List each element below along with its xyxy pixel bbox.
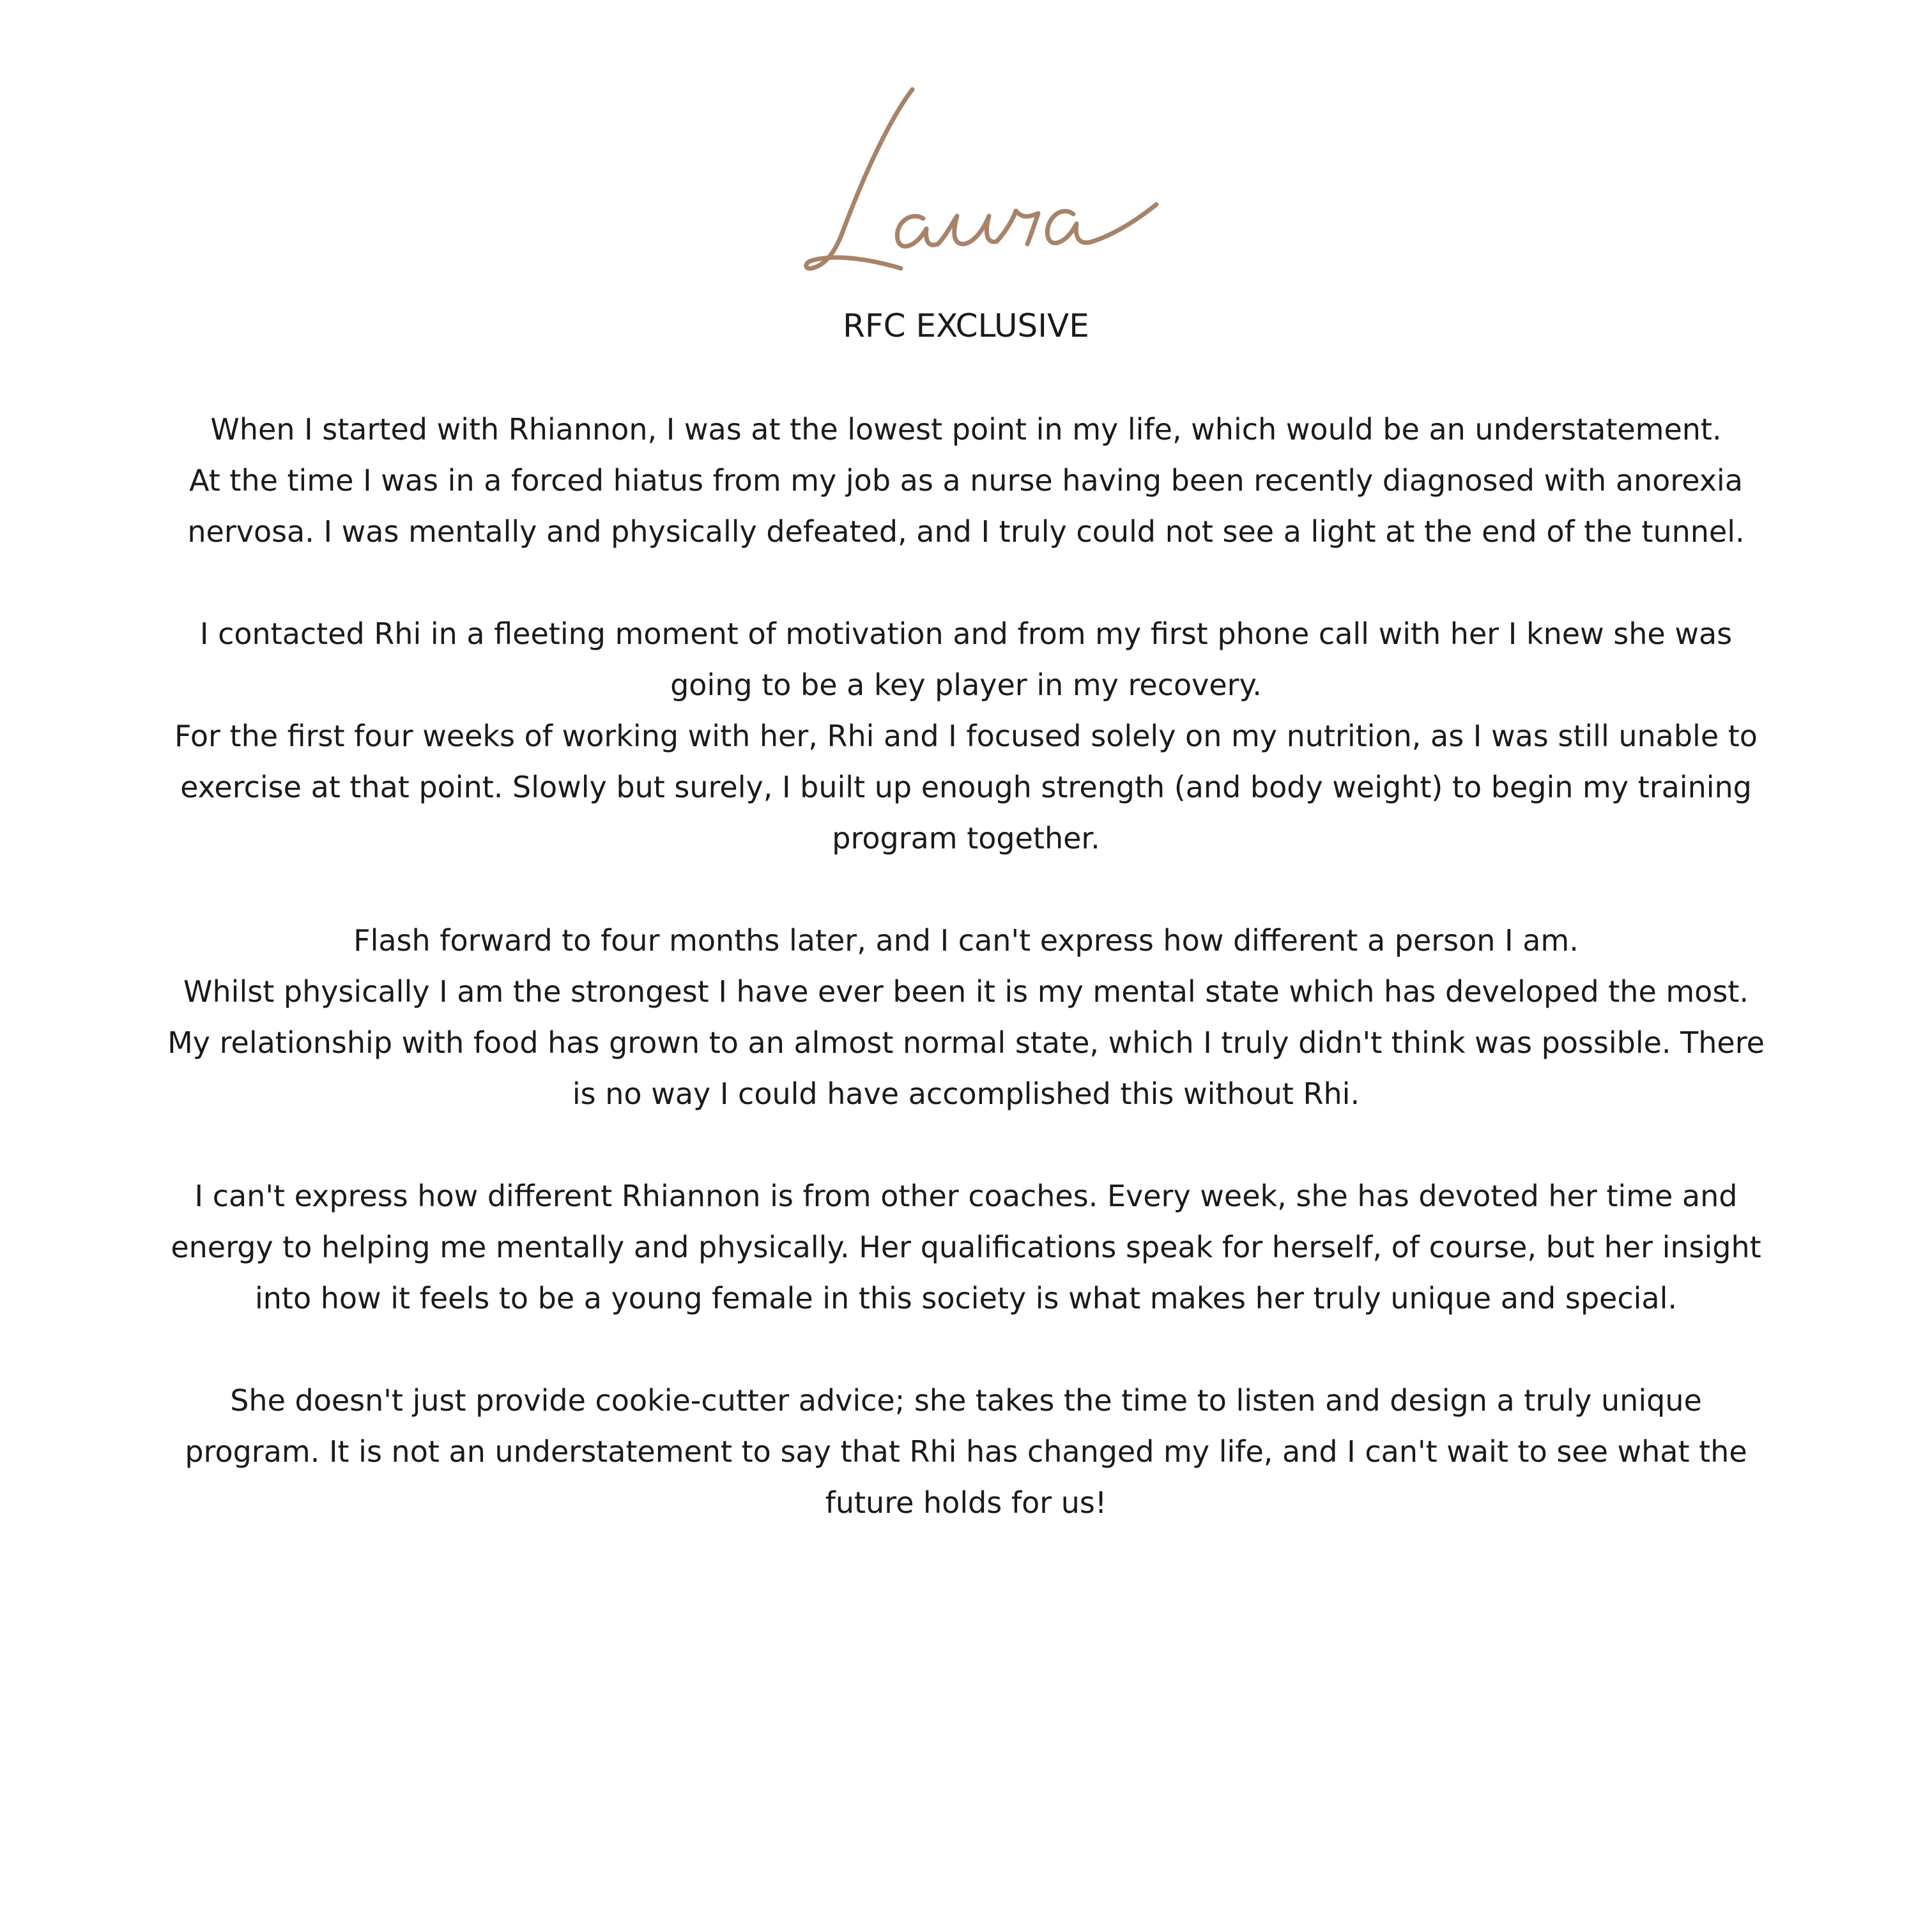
- paragraph-line: into how it feels to be a young female in this society is what makes her truly unique and special.: [254, 1281, 1678, 1315]
- paragraph-3: [57, 915, 1874, 1119]
- paragraph-line: She doesn't just provide cookie-cutter advice; she takes the time to listen and design a truly unique: [230, 1383, 1702, 1418]
- paragraph-line: energy to helping me mentally and physically. Her qualifications speak for herself, of course, but her insight: [171, 1230, 1761, 1264]
- paragraph-line: exercise at that point. Slowly but surely, I built up enough strength (and body weight) to begin my training: [180, 770, 1752, 804]
- paragraph-line: I can't express how different Rhiannon is from other coaches. Every week, she has devoted her time and: [194, 1179, 1738, 1213]
- paragraph-4: [57, 1170, 1874, 1324]
- paragraph-1: [57, 404, 1874, 557]
- paragraph-line: future holds for us!: [825, 1485, 1107, 1520]
- signature-laura: [792, 77, 1176, 288]
- paragraph-line: At the time I was in a forced hiatus from my job as a nurse having been recently diagnosed with anorexia: [189, 463, 1743, 498]
- paragraph-line: I contacted Rhi in a fleeting moment of motivation and from my first phone call with her I knew she was: [199, 617, 1733, 651]
- paragraph-2: [57, 608, 1874, 864]
- paragraph-line: For the first four weeks of working with her, Rhi and I focused solely on my nutrition, as I was still unable to: [174, 719, 1758, 753]
- paragraph-5: [57, 1375, 1874, 1528]
- paragraph-line: program together.: [832, 821, 1100, 855]
- paragraph-line: is no way I could have accomplished this without Rhi.: [572, 1077, 1360, 1111]
- page-subtitle: RFC EXCLUSIVE: [843, 307, 1089, 344]
- paragraph-line: going to be a key player in my recovery.: [670, 668, 1262, 702]
- testimonial-body: [57, 404, 1874, 1579]
- paragraph-line: Flash forward to four months later, and I can't express how different a person I am.: [353, 923, 1579, 958]
- paragraph-line: nervosa. I was mentally and physically defeated, and I truly could not see a light at the end of the tunnel.: [187, 514, 1745, 549]
- paragraph-line: Whilst physically I am the strongest I have ever been it is my mental state which has developed the most.: [183, 974, 1749, 1009]
- paragraph-line: program. It is not an understatement to say that Rhi has changed my life, and I can't wait to see what the: [185, 1434, 1747, 1469]
- paragraph-line: My relationship with food has grown to an almost normal state, which I truly didn't think was possible. There: [167, 1025, 1765, 1060]
- paragraph-line: When I started with Rhiannon, I was at the lowest point in my life, which would be an understatement.: [210, 412, 1722, 447]
- signature-laura-script: [792, 77, 1176, 288]
